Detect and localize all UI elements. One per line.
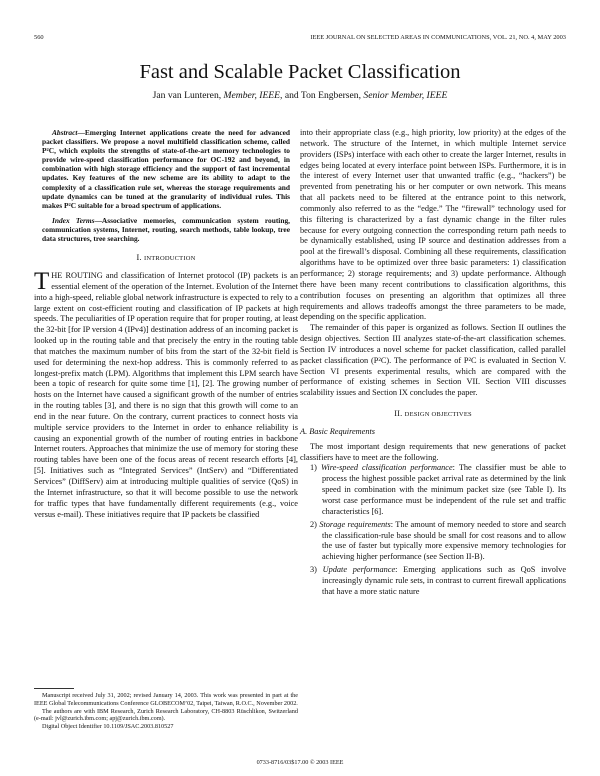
drop-cap: T xyxy=(34,267,50,295)
journal-header: IEEE JOURNAL ON SELECTED AREAS IN COMMUNICATIONS, VOL. 21, NO. 4, MAY 2003 xyxy=(310,34,566,41)
requirement-item xyxy=(310,463,566,517)
requirement-label: Update performance xyxy=(322,565,396,575)
index-terms-label: Index Terms xyxy=(52,215,95,225)
intro-text: HE ROUTING and classification of Internet protocol (IP) packets is an essential element of the operation of the Internet. Evolution of the Internet into a high-speed, reliable global network infrastructure is expected to rely to a large extent on cost-efficient routing and classification of IP packets at high speeds. The peculiarities of IP operation require that for proper routing, at least the 32-bit [for IP version 4 (IPv4)] destination address of an incoming packet is looked up in the routing table and that precisely the entry in the routing table that matches the maximum number of bits from the start of the 32-bit field is used for determining the next-hop address. This is commonly referred to as longest-prefix match (LPM). Algorithms that implement this LPM search have been a topic of research for quite some time [1], [2]. The growing number of hosts on the Internet have caused a significant growth of the number of entries in the routing tables [3], and there is no sign that this growth will come to an end in the near future. On the contrary, current practices to connect hosts via multiple service providers to the Internet in order to enhance reliability is causing an exponential growth of the number of routing entries in backbone Internet routers. Approaches that minimize the use of memory for storing these routing tables have been one of the focus areas of recent research efforts [4], [5]. Initiatives such as “Integrated Services” (IntServ) and “Differentiated Services” (DiffServ) aim at introducing multiple qualities of service (QoS) in the Internet infrastructure, so that it will become possible to use the network for traffic types that have fundamentally different requirements (e.g., voice versus e-mail). These initiatives require that IP packets be classified xyxy=(34,270,298,519)
section-1-heading xyxy=(34,253,298,265)
index-terms xyxy=(42,216,290,243)
requirement-item xyxy=(310,565,566,598)
right-paragraph-2: The remainder of this paper is organized as follows. Section II outlines the design objectives. Section III analyzes state-of-the-art classification schemes. Section IV introduces a novel scheme for packet classification, called parallel packet classification (P²C). The performance of P²C is evaluated in Section V. Section VI presents experimental results, which are compared with the performance of existing schemes in Section VII. Section VIII discusses scalability issues and Section IX concludes the paper. xyxy=(300,323,566,398)
requirement-text: : Emerging applications such as QoS involve increasingly dynamic rule sets, in contrast to current firewall applications that have a more static nature xyxy=(322,565,567,596)
copyright-line: 0733-8716/03$17.00 © 2003 IEEE xyxy=(256,759,344,766)
section-1-number: I. xyxy=(136,253,142,263)
requirement-number: 2) xyxy=(310,519,317,529)
requirement-number: 1) xyxy=(310,463,317,473)
page-number: 560 xyxy=(34,34,44,41)
section-1-title: INTRODUCTION xyxy=(144,255,196,263)
paper-title: Fast and Scalable Packet Classification xyxy=(139,61,461,83)
section-2-title: DESIGN OBJECTIVES xyxy=(404,411,472,419)
footnote-doi: Digital Object Identifier 10.1109/JSAC.2003.810527 xyxy=(42,723,174,731)
requirement-text: : The classifier must be able to process the highest possible packet arrival rate as determined by the link speed in combination with the minimum packet size (see Table I). Its worst case performance must be independent of the rule set and traffic characteristics [6]. xyxy=(322,463,567,516)
requirements-intro: The most important design requirements that new generations of packet classifiers have to meet are the following. xyxy=(300,441,566,462)
right-column xyxy=(300,128,566,600)
running-header xyxy=(34,34,566,46)
requirement-label: Wire-speed classification performance xyxy=(320,463,453,473)
subsection-heading: A. Basic Requirements xyxy=(300,426,376,436)
author-line xyxy=(0,90,600,102)
abstract-label: Abstract xyxy=(52,128,78,137)
footnotes xyxy=(34,688,298,731)
author-and: and xyxy=(284,90,299,101)
author-1-role: Member, IEEE, xyxy=(223,90,283,101)
right-paragraph-1: into their appropriate class (e.g., high priority, low priority) at the edges of the network. The structure of the Internet, in which multiple Internet service providers (ISPs) interface with each other to create the larger Internet, results in edges being located at every interface point between ISPs. Furthermore, it is in the interest of every Internet user that unwanted traffic (e.g., “hackers”) be prevented from penetrating his or her computer or own network. This means that all packets need to be filtered at the entrance point to this network, commonly also referred to as the “edge.” The “firewall” technology used for this filtering is characterized by a fast dynamic change in the filter rules because for every outgoing connection the corresponding return path needs to be dynamically established, using IP source and destination addresses from a pool at the firewall’s disposal. Combining all these requirements, classification algorithms have to be optimized over three basic parameters: 1) classification performance; 2) storage requirements; and 3) update performance. Although there have been many recent contributions to classification algorithms, this contribution focuses on presenting an algorithm that optimizes all three requirements and allows tradeoffs amongst the three parameters to be made, depending on the specific application. xyxy=(300,128,566,322)
footnote-affiliation: The authors are with IBM Research, Zurich Research Laboratory, CH-8803 Rüschlikon, Switzerland (e-mail: jvl@zurich.ibm.com; apj@zurich.ibm.com). xyxy=(34,707,298,723)
requirement-text: : The amount of memory needed to store and search the classification-rule base should be small for cost reasons and to allow the use of faster but typically more expensive memory technologies for achieving higher performance (see Section II-B). xyxy=(322,519,566,562)
author-2-name: Ton Engbersen, xyxy=(300,90,361,101)
section-2-heading xyxy=(300,409,566,421)
author-1-name: Jan van Lunteren, xyxy=(152,90,222,101)
footnote-rule xyxy=(34,688,74,689)
requirements-list xyxy=(300,463,566,597)
abstract xyxy=(42,128,290,210)
author-2-role: Senior Member, IEEE xyxy=(363,90,448,101)
requirement-label: Storage requirements xyxy=(319,519,391,529)
index-terms-text: —Associative memories, communication system routing, communication systems, Internet, routing, search methods, table lookup, tree data structures, tree searching. xyxy=(42,215,290,244)
left-column xyxy=(34,128,298,520)
requirement-number: 3) xyxy=(310,565,317,575)
requirement-item xyxy=(310,520,566,563)
abstract-text: —Emerging Internet applications create the need for advanced packet classifiers. We propose a novel multifield classification scheme, called P²C, which exploits the strengths of state-of-the-art memory technologies to provide wire-speed classification performance for OC-192 and beyond, in combination with high storage efficiency and the support of fast incremental updates. Key features of the new scheme are its ability to adapt to the complexity of a classification rule set, whereas the storage requirements and update dynamics can be tuned at the granularity of individual rules. This makes P²C suitable for a broad spectrum of applications. xyxy=(42,128,290,210)
section-2-number: II. xyxy=(394,409,403,419)
footnote-received: Manuscript received July 31, 2002; revised January 14, 2003. This work was presented in part at the IEEE Global Telecommunications Conference GLOBECOM’02, Taipei, Taiwan, R.O.C., November 2002. xyxy=(34,692,298,707)
intro-paragraph xyxy=(34,267,298,520)
